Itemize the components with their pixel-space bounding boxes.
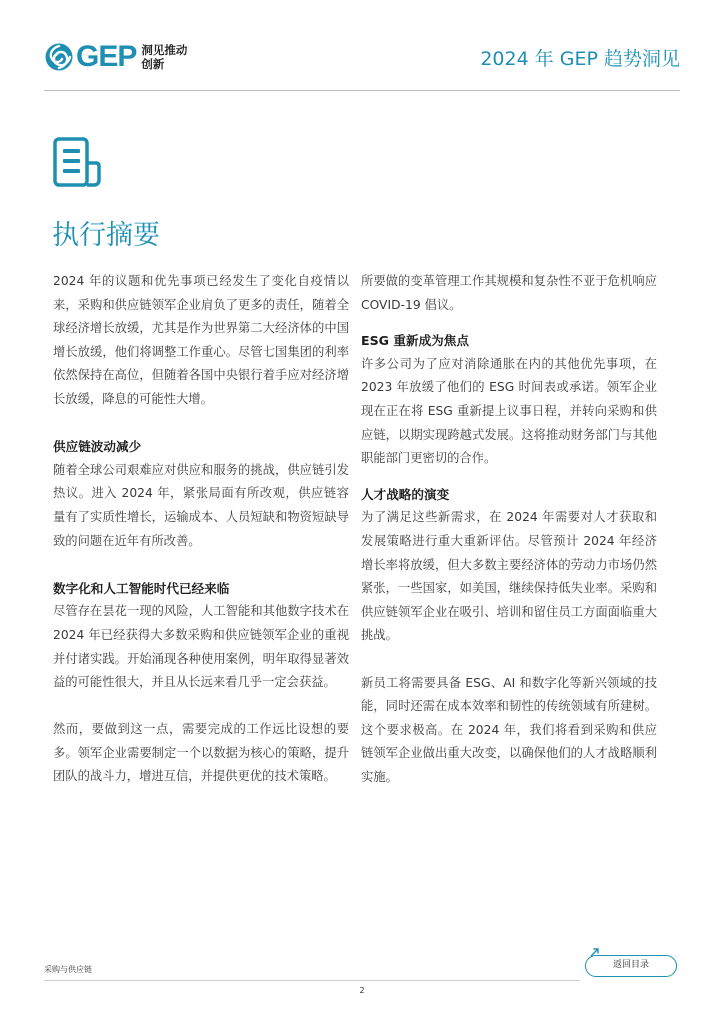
gep-swirl-logo-icon bbox=[44, 42, 74, 72]
intro-paragraph: 2024 年的议题和优先事项已经发生了变化自疫情以来，采购和供应链领军企业肩负了更多的责任，随着全球经济增长放缓，尤其是作为世界第二大经济体的中国增长放缓，他们将调整工作重心。尽管七国集团的利率依然保持在高位，但随着各国中央银行着手应对经济增长放缓，降息的可能性大增。 bbox=[53, 274, 349, 406]
logo-wordmark: GEP bbox=[76, 40, 137, 73]
footer-divider bbox=[44, 980, 580, 981]
right-column bbox=[361, 270, 657, 789]
section-body-supply-chain: 随着全球公司艰难应对供应和服务的挑战，供应链引发热议。进入 2024 年，紧张局面有所改观，供应链容量有了实质性增长，运输成本、人员短缺和物资短缺导致的问题在近年有所改善。 bbox=[53, 462, 349, 548]
logo-tagline bbox=[141, 43, 187, 71]
section-heading-esg: ESG 重新成为焦点 bbox=[361, 333, 469, 349]
page-number: 2 bbox=[359, 986, 365, 995]
section-heading-digital-ai: 数字化和人工智能时代已经来临 bbox=[53, 580, 230, 596]
footer-section-label: 采购与供应链 bbox=[44, 965, 92, 974]
section-body-talent-2: 新员工将需要具备 ESG、AI 和数字化等新兴领域的技能，同时还需在成本效率和韧性的传统领域有所建树。这个要求极高。在 2024 年，我们将看到采购和供应链领军企业做出重大改变，以确保他们的人才战略顺利实施。 bbox=[361, 675, 657, 784]
back-to-contents-button[interactable]: 返回目录 bbox=[585, 955, 677, 977]
left-column bbox=[53, 270, 349, 789]
section-body-digital-ai-2: 然而，要做到这一点，需要完成的工作远比设想的要多。领军企业需要制定一个以数据为核心的策略，提升团队的战斗力，增进互信，并提供更优的技术策略。 bbox=[53, 722, 349, 784]
continuation-paragraph: 所要做的变革管理工作其规模和复杂性不亚于危机响应 COVID-19 倡议。 bbox=[361, 274, 657, 312]
logo-tagline-line1: 洞见推动 bbox=[141, 43, 188, 57]
section-body-talent: 为了满足这些新需求，在 2024 年需要对人才获取和发展策略进行重大重新评估。尽管预计 2024 年经济增长率将放缓，但大多数主要经济体的劳动力市场仍然紧张，一些国家，如美国，继续保持低失业率。采购和供应链领军企业在吸引、培训和留住员工方面面临重大挑战。 bbox=[361, 510, 657, 643]
section-body-esg: 许多公司为了应对消除通胀在内的其他优先事项，在 2023 年放缓了他们的 ESG 时间表或承诺。领军企业现在正在将 ESG 重新提上议事日程，并转向采购和供应链，以期实现跨越式发展。这将推动财务部门与其他职能部门更密切的合作。 bbox=[361, 356, 657, 466]
page-title: 执行摘要 bbox=[52, 220, 160, 251]
report-title: 2024 年 GEP 趋势洞见 bbox=[480, 48, 680, 70]
section-heading-talent: 人才战略的演变 bbox=[361, 486, 450, 502]
gep-logo bbox=[44, 42, 187, 72]
document-list-icon bbox=[52, 137, 104, 189]
section-heading-supply-chain: 供应链波动减少 bbox=[53, 439, 142, 455]
logo-tagline-line2: 创新 bbox=[141, 57, 165, 71]
section-body-digital-ai: 尽管存在昙花一现的风险，人工智能和其他数字技术在 2024 年已经获得大多数采购和供应链领军企业的重视并付诸实践。开始涌现各种使用案例，明年取得显著效益的可能性很大，并且从长远来看几乎一定会获益。 bbox=[53, 604, 349, 690]
header-divider bbox=[44, 90, 680, 91]
